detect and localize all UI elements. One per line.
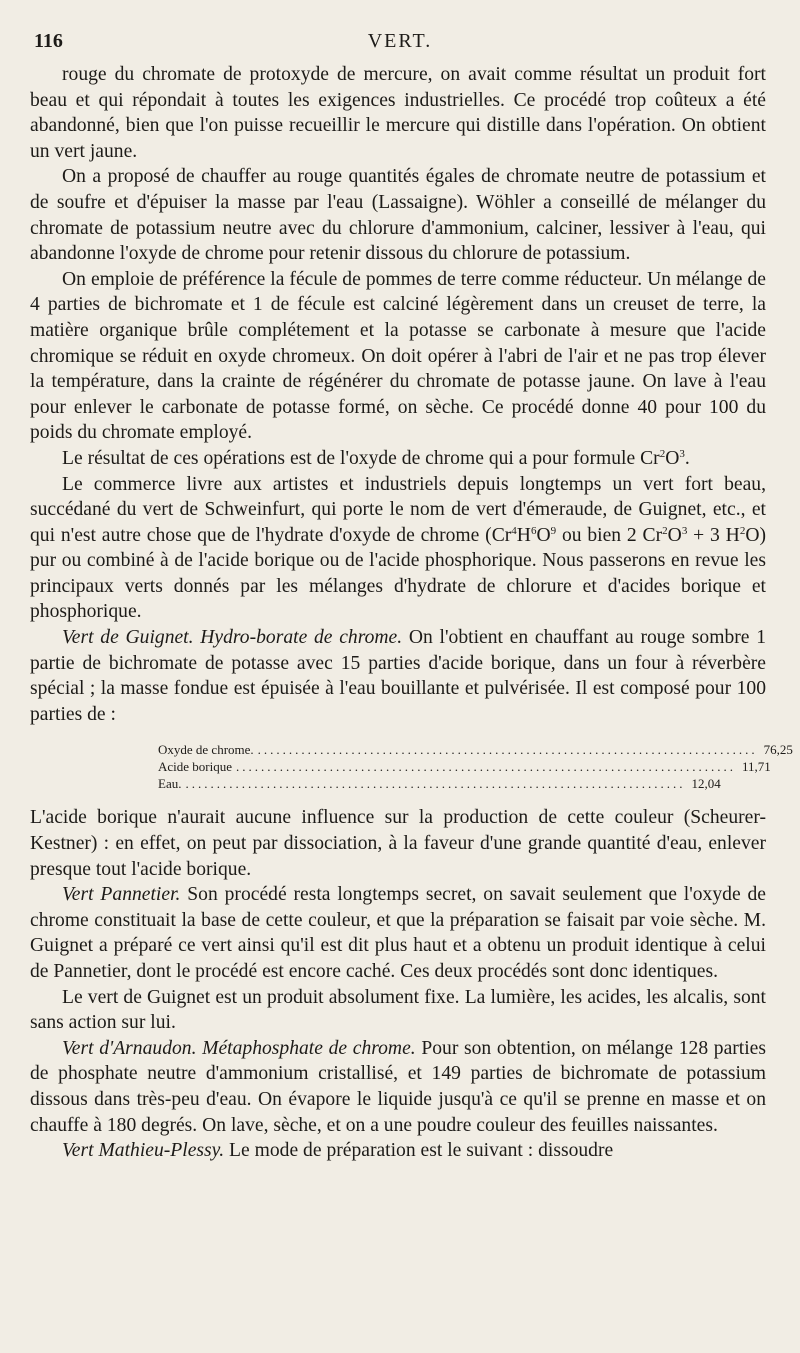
paragraph bbox=[30, 985, 766, 1036]
component-value: 76,25 bbox=[763, 742, 793, 758]
paragraph bbox=[30, 472, 766, 626]
paragraph bbox=[30, 1036, 766, 1138]
paragraph bbox=[30, 267, 766, 446]
paragraphs-before-table bbox=[30, 62, 766, 727]
italic-heading: Vert de Guignet. Hydro-borate de chrome. bbox=[62, 627, 403, 649]
superscript: 3 bbox=[681, 524, 688, 537]
text-run: O) pur ou combiné à de l'acide borique ou de l'acide phosphorique. Nous passerons en revue les principaux verts donnés par les mélanges d'hydrate de chlorure et d'acides borique et phosphorique. bbox=[30, 524, 766, 623]
text-run: Le commerce livre aux artistes et industriels depuis longtemps un vert fort beau, succédané du vert de Schweinfurt, qui porte le nom de vert d'émeraude, de Guignet, etc., et qui n'est autre chose que de l'hydrate d'oxyde de chrome (Cr bbox=[30, 473, 766, 546]
text-run: On l'obtient en chauffant au rouge sombre 1 partie de bichromate de potasse avec 15 parties d'acide borique, dans un four à réverbère spécial ; la masse fondue est épuisée à l'eau bouillante et pulvérisée. Il est composé pour 100 parties de : bbox=[30, 627, 766, 725]
component-name: Oxyde de chrome. bbox=[158, 742, 254, 758]
paragraph bbox=[30, 1138, 766, 1164]
superscript: 4 bbox=[511, 524, 517, 537]
leader-dots: ................................................................................ bbox=[185, 776, 686, 792]
component-value: 12,04 bbox=[691, 776, 721, 792]
superscript: 6 bbox=[530, 524, 537, 537]
superscript: 2 bbox=[662, 524, 668, 537]
paragraph bbox=[30, 62, 766, 164]
superscript: 2 bbox=[739, 524, 746, 537]
leader-dots: ................................................................................ bbox=[257, 742, 758, 758]
text-run: On a proposé de chauffer au rouge quantités égales de chromate neutre de potassium et de soufre et d'épuiser la masse par l'eau (Lassaigne). Wöhler a conseillé de mélanger du chromate de potassium neutre avec du chlorure d'ammonium, calciner, lessiver à l'eau, qui abandonne l'oxyde de chrome pour retenir dissous du chlorure de potassium. bbox=[30, 166, 766, 265]
composition-row bbox=[158, 758, 771, 775]
superscript: 9 bbox=[550, 524, 557, 537]
paragraph bbox=[30, 164, 766, 266]
body-text bbox=[30, 62, 793, 1164]
text-run: rouge du chromate de protoxyde de mercure, on avait comme résultat un produit fort beau et qui répondait à toutes les exigences industrielles. Ce procédé trop coûteux a été abandonné, bien que l'on puisse recueillir le mercure qui distille dans l'opération. On obtient un vert jaune. bbox=[30, 64, 766, 162]
text-run: L'acide borique n'aurait aucune influence sur la production de cette couleur (Scheurer-Kestner) : en effet, on peut par dissociation, à la faveur d'une grande quantité d'eau, enlever presque tout l'acide borique. bbox=[30, 807, 766, 880]
composition-row bbox=[158, 741, 793, 758]
page-number: 116 bbox=[34, 30, 63, 52]
text-run: O bbox=[667, 524, 682, 546]
component-name: Eau. bbox=[158, 776, 182, 792]
text-run: Le mode de préparation est le suivant : dissoudre bbox=[224, 1140, 614, 1162]
text-run: On emploie de préférence la fécule de pommes de terre comme réducteur. Un mélange de 4 parties de bichromate et 1 de fécule est calciné légèrement dans un creuset de terre, la matière organique brûle complétement et la potasse se carbonate à mesure que l'acide chromique se réduit en oxyde chromeux. On doit opérer à l'abri de l'air et ne pas trop élever la température, dans la crainte de régénérer du chromate de potasse jaune. On lave à l'eau pour enlever le carbonate de potasse formé, on sèche. Ce procédé donne 40 pour 100 du poids du chromate employé. bbox=[30, 268, 766, 444]
text-run: Pour son obtention, on mélange 128 parties de phosphate neutre d'ammonium cristallisé, et 149 parties de bichromate de potassium dissous dans très-peu d'eau. On évapore le liquide jusqu'à ce qu'il se prenne en masse et on chauffe à 180 degrés. On lave, sèche, et on a une poudre couleur des feuilles naissantes. bbox=[30, 1037, 767, 1136]
superscript: 2 bbox=[659, 447, 666, 460]
paragraph bbox=[30, 446, 766, 472]
text-run: + 3 H bbox=[687, 524, 740, 546]
text-run: O bbox=[665, 447, 680, 469]
text-run: ou bien 2 Cr bbox=[556, 524, 663, 546]
paragraph bbox=[30, 625, 766, 727]
paragraph bbox=[30, 882, 766, 984]
page-header bbox=[34, 30, 766, 58]
text-run: Le vert de Guignet est un produit absolument fixe. La lumière, les acides, les alcalis, sont sans action sur lui. bbox=[30, 986, 766, 1034]
component-name: Acide borique bbox=[158, 759, 233, 775]
component-value: 11,71 bbox=[742, 759, 771, 775]
italic-heading: Vert d'Arnaudon. Métaphosphate de chrome. bbox=[62, 1037, 416, 1059]
leader-dots: ................................................................................ bbox=[236, 759, 737, 775]
text-run: Le résultat de ces opérations est de l'oxyde de chrome qui a pour formule Cr bbox=[62, 447, 660, 469]
text-run: O bbox=[536, 524, 551, 546]
italic-heading: Vert Pannetier. bbox=[62, 884, 181, 906]
italic-heading: Vert Mathieu-Plessy. bbox=[62, 1140, 225, 1162]
text-run: . bbox=[684, 447, 690, 469]
composition-table bbox=[158, 741, 793, 792]
superscript: 3 bbox=[679, 447, 685, 460]
text-run: Son procédé resta longtemps secret, on savait seulement que l'oxyde de chrome constituait la base de cette couleur, et que la préparation se faisait par voie sèche. M. Guignet a préparé ce vert ainsi qu'il est dit plus haut et a obtenu un produit identique à celui de Pannetier, dont le procédé est encore caché. Ces deux procédés sont donc identiques. bbox=[30, 884, 766, 982]
running-title: VERT. bbox=[367, 30, 433, 52]
composition-row bbox=[158, 775, 721, 792]
paragraphs-after-table bbox=[30, 805, 766, 1163]
text-run: H bbox=[516, 524, 531, 546]
paragraph bbox=[30, 805, 766, 882]
